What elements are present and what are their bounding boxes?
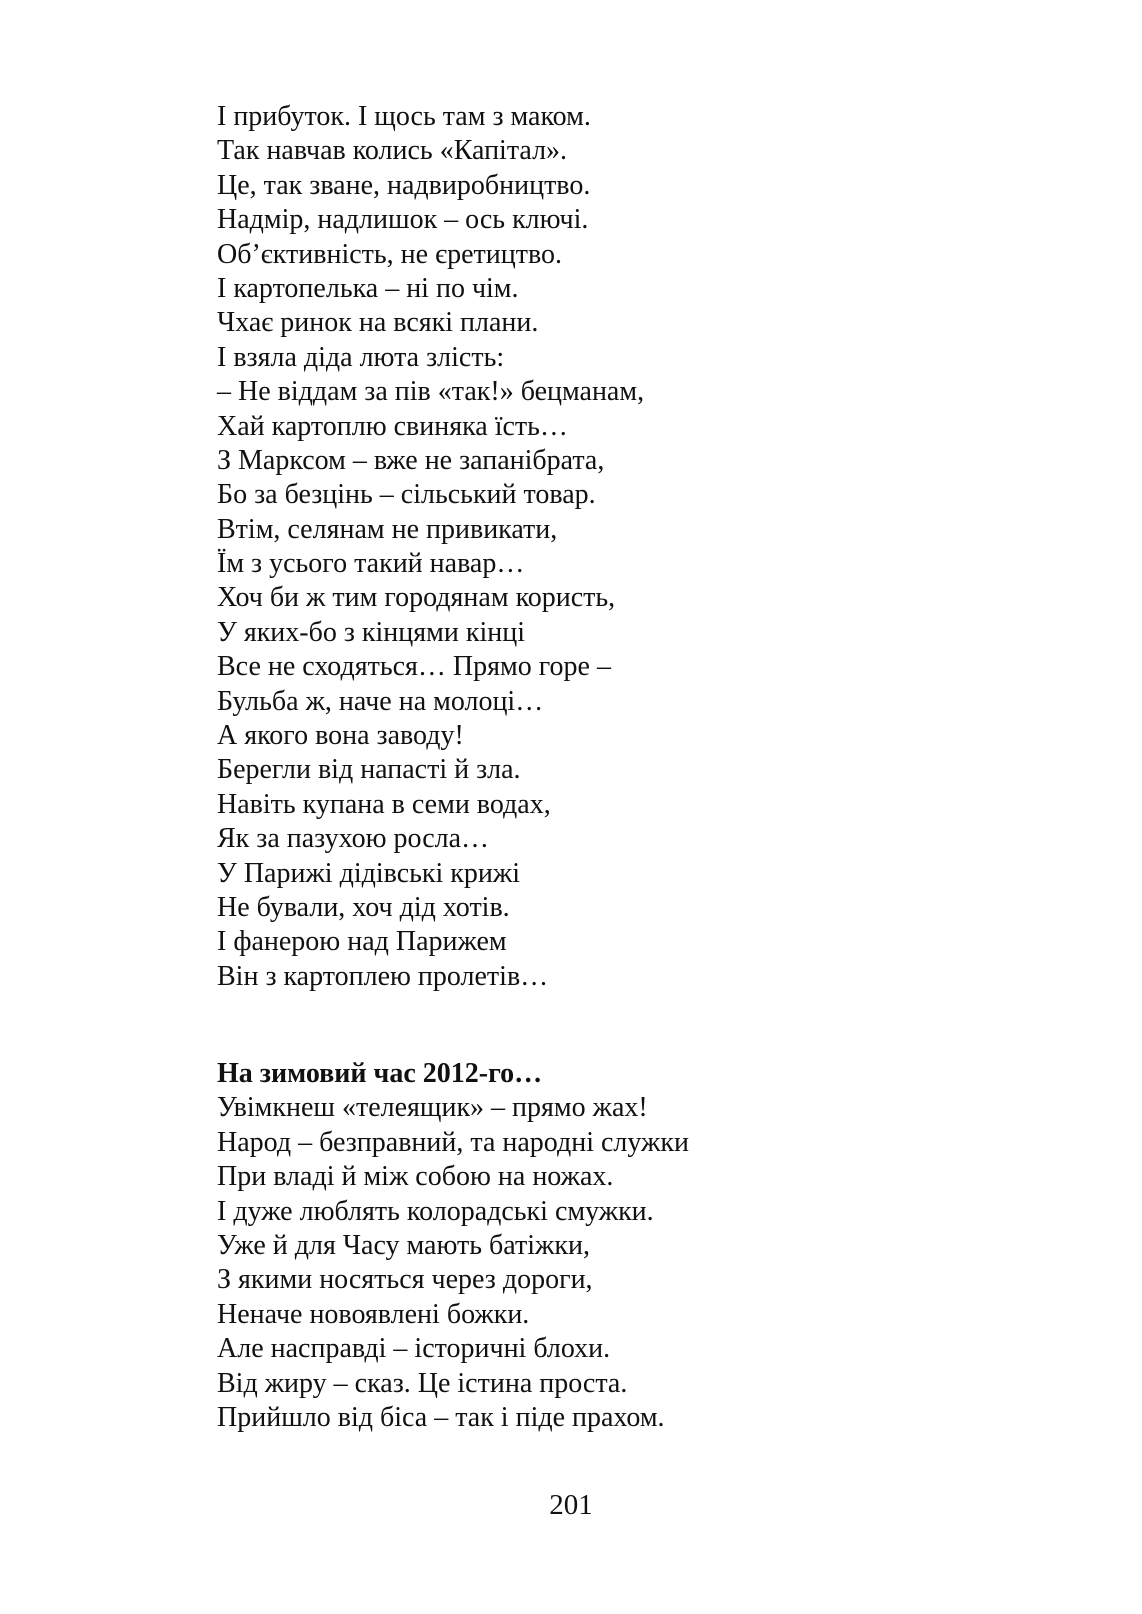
poem-line: При владі й між собою на ножах.	[217, 1161, 614, 1193]
poem-line: Народ – безправний, та народні служки	[217, 1126, 689, 1158]
poem-line: Від жиру – сказ. Це істина проста.	[217, 1367, 628, 1399]
poem-line: І картопелька – ні по чім.	[217, 272, 519, 304]
poem-line: Він з картоплею пролетів…	[217, 960, 549, 992]
poem-line: Не бували, хоч дід хотів.	[217, 891, 510, 923]
poem-line: І взяла діда люта злість:	[217, 341, 505, 373]
poem-line: Як за пазухою росла…	[217, 823, 490, 855]
poem-line: Бо за безцінь – сільський товар.	[217, 479, 596, 511]
poem-line: Об’єктивність, не єретицтво.	[217, 238, 563, 270]
poem-line: Надмір, надлишок – ось ключі.	[217, 204, 589, 236]
poem-line: Неначе новоявлені божки.	[217, 1298, 530, 1330]
poem-line: У яких-бо з кінцями кінці	[217, 616, 525, 648]
poem-continued	[217, 100, 1017, 994]
poem-line: Втім, селянам не привикати,	[217, 513, 558, 545]
poem-line: Навіть купана в семи водах,	[217, 788, 551, 820]
poem-line: І прибуток. І щось там з маком.	[217, 101, 591, 132]
poem-line: Це, так зване, надвиробництво.	[217, 169, 591, 201]
poem-line: З Марксом – вже не запанібрата,	[217, 444, 605, 476]
poem-line: Хоч би ж тим городянам користь,	[217, 582, 616, 614]
poem-line: Все не сходяться… Прямо горе –	[217, 651, 611, 683]
poem-line: З якими носяться через дороги,	[217, 1264, 593, 1296]
poem-line: Увімкнеш «телеящик» – прямо жах!	[217, 1092, 648, 1124]
poem-line: Берегли від напасті й зла.	[217, 754, 521, 786]
poem-line: Бульба ж, наче на молоці…	[217, 685, 544, 717]
poem-line: – Не віддам за пів «так!» бецманам,	[217, 376, 645, 408]
poem-line: Але насправді – історичні блохи.	[217, 1333, 611, 1365]
poem-line: І дуже люблять колорадські смужки.	[217, 1195, 654, 1227]
poem-title: На зимовий час 2012-го…	[217, 1058, 543, 1089]
page-number: 201	[549, 1489, 593, 1521]
poem-line: Їм з усього такий навар…	[217, 548, 525, 580]
poem-line: Хай картоплю свиняка їсть…	[217, 410, 568, 442]
poem-line: І фанерою над Парижем	[217, 926, 507, 958]
poem-line: Чхає ринок на всякі плани.	[217, 307, 539, 339]
poem-line: А якого вона заводу!	[217, 720, 464, 752]
poem-line: У Парижі дідівські крижі	[217, 857, 520, 889]
poem-line: Уже й для Часу мають батіжки,	[217, 1229, 590, 1261]
poem-line: Прийшло від біса – так і піде прахом.	[217, 1401, 665, 1433]
poem	[217, 1057, 1017, 1435]
poem-line: Так навчав колись «Капітал».	[217, 135, 568, 167]
